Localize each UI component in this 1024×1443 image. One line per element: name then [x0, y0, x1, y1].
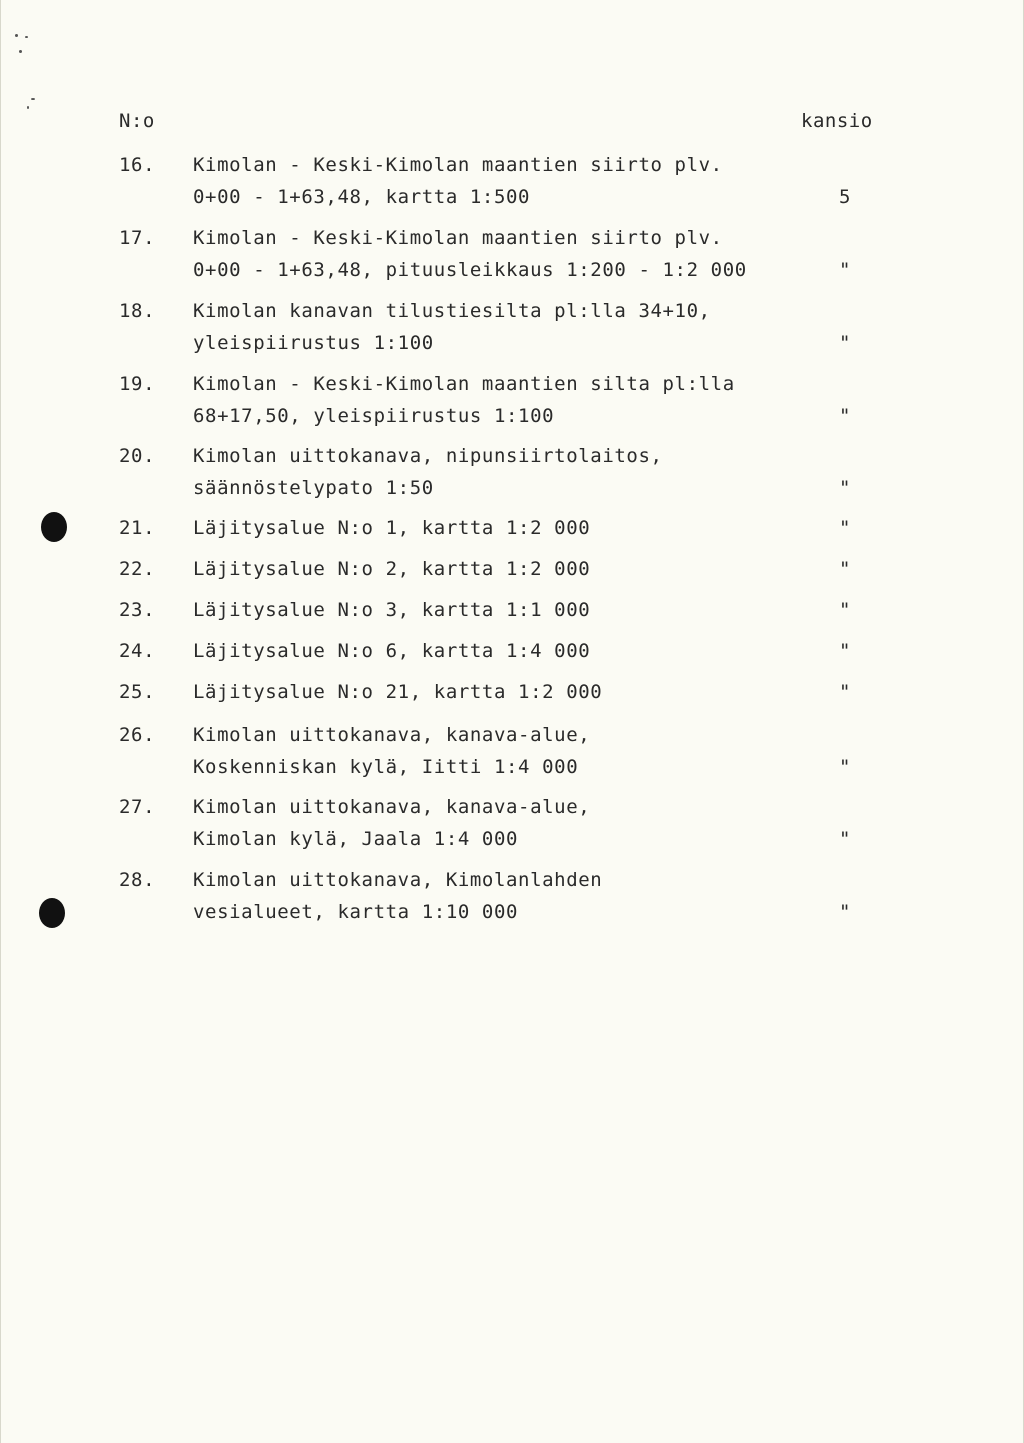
entry-kansio-value: " — [839, 901, 852, 923]
entry-description-line: Kimolan uittokanava, kanava-alue, — [193, 724, 591, 746]
entry-description-line: 68+17,50, yleispiirustus 1:100 — [193, 405, 555, 427]
entry-description-line: Kimolan kanavan tilustiesilta pl:lla 34+10, — [193, 300, 711, 322]
scan-speck — [27, 106, 29, 109]
entry-kansio-value: " — [839, 332, 852, 354]
entry-description-line: Läjitysalue N:o 3, kartta 1:1 000 — [193, 599, 591, 621]
entry-number: 17. — [119, 227, 156, 249]
entry-description-line: Kimolan kylä, Jaala 1:4 000 — [193, 828, 519, 850]
entry-description-line: Läjitysalue N:o 6, kartta 1:4 000 — [193, 640, 591, 662]
entry-description-line: Läjitysalue N:o 2, kartta 1:2 000 — [193, 558, 591, 580]
entry-kansio-value: " — [839, 477, 852, 499]
entry-number: 22. — [119, 558, 156, 580]
entry-kansio-value: " — [839, 599, 852, 621]
scan-speck — [15, 34, 18, 37]
entry-number: 20. — [119, 445, 156, 467]
punch-hole-mark — [39, 898, 65, 928]
entry-description-line: Koskenniskan kylä, Iitti 1:4 000 — [193, 756, 579, 778]
entry-description-line: Kimolan uittokanava, Kimolanlahden — [193, 869, 603, 891]
scan-speck — [19, 50, 22, 53]
entry-number: 18. — [119, 300, 156, 322]
entry-kansio-value: " — [839, 405, 852, 427]
entry-kansio-value: 5 — [839, 186, 852, 208]
entry-description-line: yleispiirustus 1:100 — [193, 332, 434, 354]
scan-speck — [25, 36, 28, 38]
entry-kansio-value: " — [839, 259, 852, 281]
entry-number: 25. — [119, 681, 156, 703]
entry-number: 21. — [119, 517, 156, 539]
entry-description-line: Läjitysalue N:o 1, kartta 1:2 000 — [193, 517, 591, 539]
entry-description-line: Kimolan - Keski-Kimolan maantien siirto plv. — [193, 154, 723, 176]
entry-description-line: Kimolan - Keski-Kimolan maantien silta pl:lla — [193, 373, 735, 395]
kansio-column-header: kansio — [801, 110, 873, 132]
entry-description-line: 0+00 - 1+63,48, kartta 1:500 — [193, 186, 531, 208]
entry-description-line: 0+00 - 1+63,48, pituusleikkaus 1:200 - 1:2 000 — [193, 259, 747, 281]
entry-description-line: Kimolan - Keski-Kimolan maantien siirto plv. — [193, 227, 723, 249]
entry-number: 27. — [119, 796, 156, 818]
punch-hole-mark — [41, 512, 67, 542]
entry-description-line: Kimolan uittokanava, kanava-alue, — [193, 796, 591, 818]
entry-description-line: säännöstelypato 1:50 — [193, 477, 434, 499]
entry-number: 19. — [119, 373, 156, 395]
entry-number: 24. — [119, 640, 156, 662]
entry-number: 26. — [119, 724, 156, 746]
entry-kansio-value: " — [839, 517, 852, 539]
number-column-header: N:o — [119, 110, 155, 132]
entry-description-line: Kimolan uittokanava, nipunsiirtolaitos, — [193, 445, 663, 467]
entry-number: 16. — [119, 154, 156, 176]
entry-kansio-value: " — [839, 640, 852, 662]
entry-kansio-value: " — [839, 558, 852, 580]
entry-number: 23. — [119, 599, 156, 621]
entry-kansio-value: " — [839, 681, 852, 703]
entry-kansio-value: " — [839, 828, 852, 850]
entry-kansio-value: " — [839, 756, 852, 778]
entry-description-line: Läjitysalue N:o 21, kartta 1:2 000 — [193, 681, 603, 703]
entry-description-line: vesialueet, kartta 1:10 000 — [193, 901, 519, 923]
entry-number: 28. — [119, 869, 156, 891]
scan-speck — [31, 98, 35, 100]
